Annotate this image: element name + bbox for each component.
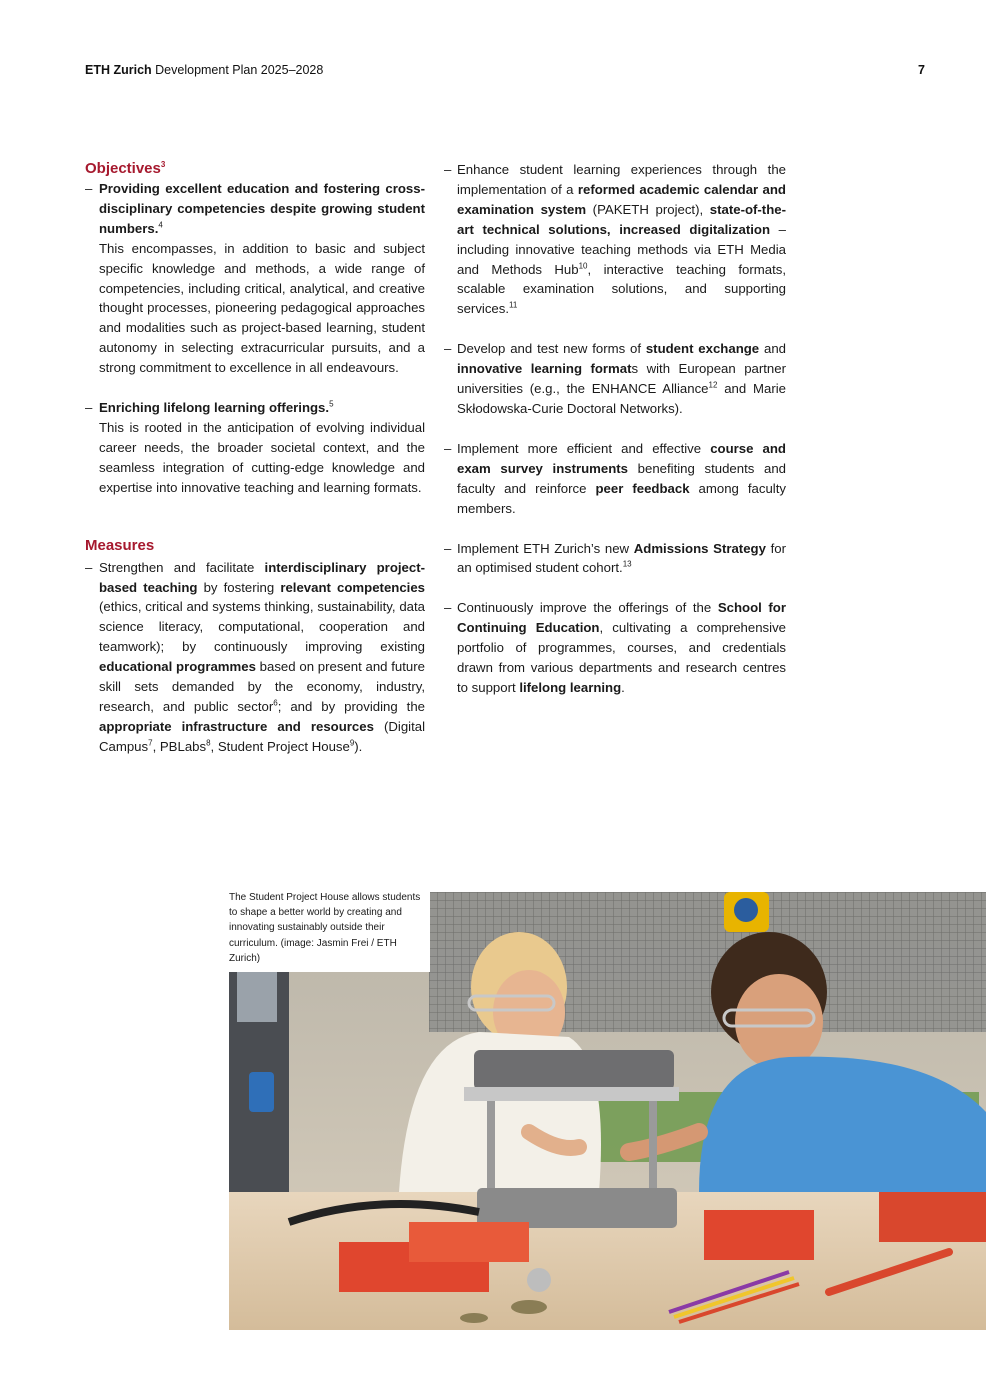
measure-emphasis: relevant competencies — [280, 579, 425, 595]
measure-text: ). — [354, 738, 363, 754]
measure-text: (PAKETH project), — [586, 201, 710, 217]
dash-bullet: – — [444, 341, 452, 357]
dash-bullet: – — [444, 162, 452, 177]
measures-heading: Measures — [85, 536, 155, 554]
objective-body: This encompasses, in addition to basic and subject specific knowledge and methods, a wide range of competencies, including critical, analytical, and creative thought processes, pioneering pedagogical approaches and modalities such as project-based learning, student autonomy in selecting extracurricular pursuits, and a strong commitment to excellence in all endeavours. — [99, 240, 425, 376]
measure-emphasis: educational programmes — [99, 659, 256, 675]
measure-text: among faculty members. — [457, 480, 786, 516]
dash-bullet: – — [444, 540, 452, 556]
measure-text: Implement more efficient and effective — [457, 440, 711, 456]
measure-text: (ethics, critical and systems thinking, sustainability, data science literacy, computational, cooperation and teamwork); by continuously improving existing — [99, 599, 425, 655]
measure-item — [444, 339, 786, 419]
header-title: Development Plan 2025–2028 — [155, 63, 324, 77]
measure-text: , cultivating a comprehensive portfolio of programmes, courses, and credentials drawn from various departments and research centres to support — [457, 620, 787, 695]
measure-emphasis: interdisciplinary project-based teaching — [99, 559, 425, 595]
header-brand: ETH Zurich — [85, 63, 152, 77]
measure-emphasis: student exchange — [645, 341, 760, 357]
measure-text: , interactive teaching formats, scalable examination solutions, and supporting services. — [457, 261, 787, 317]
measure-item — [444, 439, 786, 519]
footnote-ref: 3 — [160, 160, 166, 169]
measure-text: (Digital Campus — [99, 718, 426, 754]
measure-text: based on present and future skill sets demanded by the economy, industry, research, and public sector — [99, 659, 425, 714]
objective-title: Enriching lifelong learning offerings. — [99, 400, 330, 416]
measure-emphasis: Admissions Strategy — [633, 540, 766, 556]
measure-text: Implement ETH Zurich’s new — [457, 540, 634, 556]
measure-text: Strengthen and facilitate — [99, 559, 265, 575]
running-header — [85, 63, 323, 77]
measure-emphasis: innovative learning format — [457, 361, 632, 377]
measure-text: for an optimised student cohort. — [457, 540, 786, 576]
left-column — [85, 158, 425, 757]
page-number: 7 — [918, 63, 925, 77]
measure-text: ; and by providing the — [277, 698, 425, 714]
objective-body: This is rooted in the anticipation of evolving individual career needs, the broader societal context, and the seamless integration of cutting-edge knowledge and expertise into innovative teaching and learning formats. — [99, 419, 425, 495]
dash-bullet: – — [85, 181, 93, 196]
measure-emphasis: state-of-the-art technical solutions, increased digitalization — [457, 201, 786, 237]
footnote-ref: 10 — [578, 261, 588, 271]
footnote-ref: 5 — [329, 399, 334, 409]
caption-text: The Student Project House allows students to shape a better world by creating and innovating sustainably outside their curriculum. (image: Jasmin Frei / ETH Zurich) — [229, 892, 421, 964]
measure-text: , PBLabs — [152, 738, 207, 754]
dash-bullet: – — [85, 559, 93, 575]
objective-item — [85, 398, 425, 498]
measure-text: and Marie Skłodowska-Curie Doctoral Networks). — [457, 381, 786, 416]
measure-text: , Student Project House — [210, 738, 350, 754]
measure-text: – including innovative teaching methods via ETH Media and Methods Hub — [457, 221, 787, 277]
measure-emphasis: peer feedback — [595, 480, 690, 496]
measure-emphasis: lifelong learning — [519, 679, 622, 695]
footnote-ref: 4 — [158, 220, 163, 230]
measure-emphasis: appropriate infrastructure and resources — [99, 718, 374, 734]
footnote-ref: 12 — [708, 380, 718, 390]
footnote-ref: 9 — [349, 738, 355, 748]
measure-emphasis: reformed academic calendar and examination system — [457, 181, 786, 217]
objectives-heading — [85, 158, 425, 179]
dash-bullet: – — [444, 600, 452, 616]
measure-emphasis: course and exam survey instruments — [457, 440, 786, 476]
measure-text: Enhance student learning experiences through the implementation of a — [457, 162, 786, 197]
measure-item — [444, 160, 786, 319]
footnote-ref: 8 — [206, 738, 211, 748]
measure-text: s with European partner universities (e.g., the ENHANCE Alliance — [457, 361, 786, 397]
objective-item — [85, 179, 425, 378]
measure-text: by fostering — [197, 579, 281, 595]
measure-emphasis: School for Continuing Education — [457, 600, 786, 636]
right-column — [444, 160, 786, 718]
measure-text: . — [621, 679, 625, 695]
photo-caption — [222, 884, 430, 972]
measure-text: Continuously improve the offerings of the — [457, 600, 718, 616]
measure-text: benefiting students and faculty and reinforce — [457, 460, 786, 496]
dash-bullet: – — [85, 400, 93, 416]
footnote-ref: 11 — [509, 300, 518, 310]
footnote-ref: 13 — [622, 560, 632, 570]
objective-title: Providing excellent education and fostering cross-disciplinary competencies despite growing student numbers. — [99, 181, 425, 236]
footnote-ref: 6 — [273, 698, 278, 708]
footnote-ref: 7 — [148, 738, 153, 748]
dash-bullet: – — [444, 440, 452, 456]
measure-text: Develop and test new forms of — [457, 341, 646, 357]
measure-item — [444, 539, 786, 579]
measure-text: and — [759, 341, 786, 357]
measure-item — [444, 598, 786, 698]
measure-item — [85, 558, 425, 757]
objectives-heading-text: Objectives — [85, 160, 161, 177]
